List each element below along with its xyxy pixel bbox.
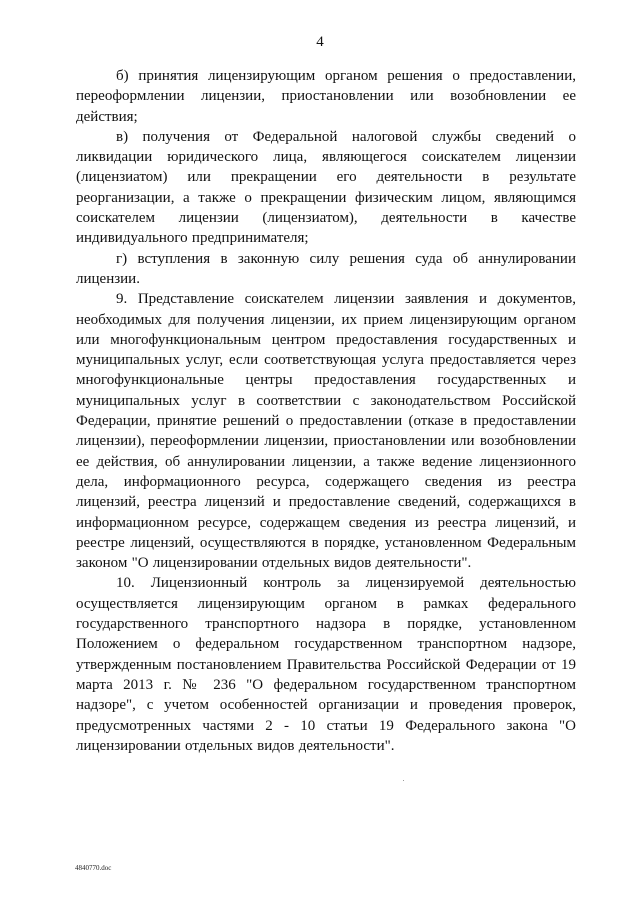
paragraph-b: б) принятия лицензирующим органом решения о предоставлении, переоформлении лицензии, приостановлении или возобновлении ее действия; [76,68,576,125]
scan-artifact-dot [403,780,404,781]
paragraph-10: 10. Лицензионный контроль за лицензируемой деятельностью осуществляется лицензирующим органом в рамках федерального государственного транспортного надзора в порядке, установленном Положением о федеральном государственном транспортном надзоре, утвержденным постановлением Правительства Российской Федерации от 19 марта 2013 г. № 236 "О федеральном государственном транспортном надзоре", с учетом особенностей организации и проведения проверок, предусмотренных частями 2 - 10 статьи 19 Федерального закона "О лицензировании отдельных видов деятельности". [76,575,576,754]
paragraph-g: г) вступления в законную силу решения суда об аннулировании лицензии. [76,250,576,287]
paragraph-v: в) получения от Федеральной налоговой службы сведений о ликвидации юридического лица, являющегося соискателем лицензии (лицензиатом) или прекращении его деятельности в результате реорганизации, а также о прекращении физическим лицом, являющимся соискателем лицензии (лицензиатом), деятельности в качестве индивидуального предпринимателя; [76,128,576,247]
page-number: 4 [316,34,324,50]
document-body [76,66,576,756]
document-file-code: 4840770.doc [75,864,112,872]
paragraph-9: 9. Представление соискателем лицензии заявления и документов, необходимых для получения лицензии, их прием лицензирующим органом или многофункциональным центром предоставления государственных и муниципальных услуг, если соответствующая услуга предоставляется через многофункциональные центры предоставления государственных и муниципальных услуг в соответствии с законодательством Российской Федерации, принятие решений о предоставлении (отказе в предоставлении лицензии), переоформлении лицензии, приостановлении или возобновлении ее действия, об аннулировании лицензии, а также ведение лицензионного дела, информационного ресурса, содержащего сведения из реестра лицензий, реестра лицензий и предоставление сведений, содержащихся в информационном ресурсе, содержащем сведения из реестра лицензий, и реестре лицензий, осуществляются в порядке, установленном Федеральным законом "О лицензировании отдельных видов деятельности". [76,291,576,572]
